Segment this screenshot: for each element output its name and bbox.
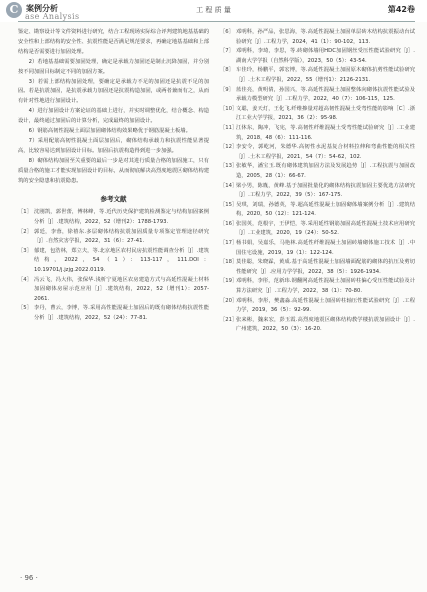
reference-text: 莫佳聪，朱晓霖，黄成.基于高延性混凝土加固墙面配筋的砌体的抗压及剪切性能研究［J］.应用力学学报，2022，38（5）：1926-1934.: [236, 259, 415, 275]
reference-text: 沈刚凯，郭世蕾，傅林峰，等.近代历史保护建筑检测鉴定与结构加固案例分析［J］.建筑结构，2022，52（增刊2）：1788-1793.: [34, 209, 209, 225]
reference-number: ［4］: [18, 276, 32, 283]
reference-text: 吴琪，刘瑞，孙德英，等.超高延性混凝土加固砌体墙案例分析［J］.建筑结构，2020，50（12）：121-124.: [236, 201, 415, 218]
body-paragraph: 2）若地基基础需要加固处理，确定是承载力加固还是制止沉降加固，并分别按不同加固目标制定不同的加固方案。: [18, 58, 209, 75]
reference-number: ［15］: [220, 201, 238, 208]
reference-item: [220, 258, 415, 277]
reference-number: ［10］: [220, 105, 238, 112]
reference-text: 李丹，曹云，李博，等.采用高性能混凝土加固后的既有砌体结构抗震性能分析［J］.建筑结构，2022，52（24）：77-81.: [34, 305, 209, 321]
reference-item: [220, 220, 415, 239]
body-paragraph: 3）若需上部结构加固处理，要确定是承载力不足的加固还是抗震不足的加固。若是抗震加固，是抗震承载力加固还是抗震构造加固，或两者兼而有之，从而有针对性地进行加固设计。: [18, 78, 209, 105]
reference-number: ［5］: [18, 305, 32, 312]
reference-text: 郁建，包浩林，郑立夫，等.北京地区农村民房抗震性能调查分析［J］.建筑结构，2022，54（1）：113-117，111.DOI：10.19701/j.jzjg.2022.0119.: [34, 247, 209, 273]
reference-item: [18, 208, 209, 227]
reference-text: 梁小男，陈胤，黄峰.基于加固批量化的砌体结构抗震加固主要优选方法研究［J］.工程力学，2022，39（5）：167-175.: [236, 182, 415, 199]
volume-label: 第42卷: [387, 5, 415, 14]
section-title-en: ase Analysis: [25, 12, 80, 21]
reference-item: [220, 105, 415, 124]
body-paragraph: 鉴定、勘察设计等文件资料进行研究，结合工程现场实际综合评判建筑地基基础的安全性和上部结构的安全性、抗震性能是否满足规范要求，再确定地基基础和上部结构是否需要进行加固处理。: [18, 29, 209, 55]
reference-text: 郭廷，李蓉，徐禧东.多层砌体结构抗震加固质量专项鉴定管理途径研究［J］.自然灾害学报，2022，31（6）：27-41.: [34, 228, 209, 245]
references-heading: 参考文献: [100, 194, 127, 203]
reference-text: 文聪，姜天灯，王化飞.纤维掺量对超高韧性混凝土受弯性能的影响［C］.浙江工业大学学报，2021，36（2）：95-98.: [236, 105, 415, 122]
reference-item: [18, 228, 209, 247]
reference-number: ［7］: [220, 48, 234, 55]
reference-number: ［12］: [220, 144, 238, 151]
reference-item: [18, 276, 209, 305]
reference-item: [220, 201, 415, 220]
reference-number: ［3］: [18, 247, 32, 254]
reference-number: ［13］: [220, 163, 238, 170]
section-title: 案例分析: [26, 4, 58, 13]
reference-item: [220, 47, 415, 66]
reference-number: ［20］: [220, 297, 238, 304]
reference-item: [220, 297, 415, 316]
section-logo-icon: C: [6, 2, 22, 18]
body-paragraph: 6）钢筋高韧性混凝土面层加固砌体结构效果略优于钢筋混凝土板墙。: [28, 128, 191, 135]
reference-number: ［2］: [18, 228, 32, 235]
reference-number: ［11］: [220, 124, 238, 131]
header-divider: [18, 21, 415, 22]
reference-item: [220, 143, 415, 162]
reference-number: ［14］: [220, 182, 238, 189]
reference-text: 江休东，陶冲，飞宪，等.高韧性纤维混凝土受弯性能试验研究［J］.工业建筑，2018，48（6）：111-116.: [236, 124, 415, 141]
reference-item: [220, 182, 415, 201]
reference-number: ［19］: [220, 278, 238, 285]
reference-text: 张敏华，潘宝玉.既有砌体建筑加固方法及发展趋势［J］.工程抗震与加固改造，2005，28（1）：66-67.: [236, 163, 415, 179]
reference-text: 邓明科，李彤，樊鑫淼.高延性混凝土加固砖柱轴压性能试验研究［J］.工程力学，2019，36（5）：92-99.: [236, 297, 415, 314]
body-paragraph: 8）砌体结构加固至关重要的最后一步是对其进行质量合格的加固施工，只有质量合格的施工才能实现加固设计的目标，从而彻底解决高烈度地震区砌体结构建筑的安全隐患和抗震隐患。: [18, 157, 209, 184]
reference-text: 张来彬，魏来宏，彭玉霞.高烈度地震区砌体结构教学楼抗震加固设计［J］.广州建筑，2022，50（3）：16-20.: [236, 316, 415, 333]
reference-text: 冯云飞，冯大伟，张保华.浅析宁夏地区农房建造方式与高延性混凝土材料加固砌体房屋示范应用［J］.建筑结构，2022，52（增刊1）：2057-2061.: [34, 276, 209, 302]
reference-item: [18, 304, 209, 323]
page-number: · 96 ·: [20, 574, 38, 582]
reference-text: 蓝佳亮，黄明倩，孙国兴，等.高延性混凝土加固整体向砌体抗震性能试验及承载力模型研究［J］.工程力学，2022，40（7）：106-115，125.: [236, 86, 415, 103]
reference-item: [220, 277, 415, 296]
right-column: [220, 28, 415, 335]
body-paragraph: 4）进行加固设计方案论证的基础上进行，并实时调整优化，结合概念、构造设计，最终通过加固后的计算分析，完成最终的加固设计。: [18, 108, 209, 125]
reference-item: [220, 66, 415, 85]
left-column: [18, 28, 209, 324]
body-paragraph: 7）采用配筋高韧性混凝土面层加固后，砌体结构承载力和抗震性能显著提高，比较容易达到加固设计目标。加固后抗震构造得到进一步加强。: [18, 137, 209, 154]
reference-text: 邓明科，李彤，范新玮.钢翻网高延性混凝土加固砖柱偏心受压性能试验及计算方法研究［J］.工程力学，2022，38（1）：70-80.: [236, 278, 415, 295]
reference-item: [18, 247, 209, 276]
reference-item: [220, 162, 415, 181]
reference-text: 李安令，郭屹河，朱德华.高韧性水泥基复合材料拉伸和弯曲性能的相关性［J］.土木工程学报，2021，54（7）：54-62，102.: [236, 144, 415, 160]
reference-number: ［6］: [220, 29, 234, 35]
reference-number: ［9］: [220, 86, 234, 93]
reference-item: [220, 239, 415, 258]
reference-number: ［16］: [220, 220, 238, 227]
reference-item: [220, 86, 415, 105]
reference-text: 邓明科，李琦，李思，等.砖砌体墙用HDC加固钢丝受压性能试验研究［J］.湖南大学学报（自然科学版），2023，50（5）：43-54.: [236, 48, 415, 64]
reference-number: ［1］: [18, 209, 32, 216]
reference-number: ［18］: [220, 259, 238, 266]
reference-text: 车佳玲，杨鹏平，郭宏博，等.高延性混凝土加固原木砌体抗剪性能试验研究［J］.土木工程学报，2022，55（增刊1）：2126-2131.: [236, 67, 415, 83]
reference-number: ［8］: [220, 67, 234, 74]
reference-text: 邓明科，孙严品，张思海，等.高延性混凝土加固单层砖木结构抗震振动台试验研究［J］.工程力学，2024，41（1）：90-102，113.: [236, 29, 415, 45]
reference-item: [220, 124, 415, 143]
reference-item: [220, 28, 415, 47]
reference-text: 张国英，范根宇，王伊恺，等.采用延性钢筋加固高延性混凝土技术应用研究［J］.工业建筑，2020，19（24）：50-52.: [236, 220, 415, 237]
reference-item: [220, 316, 415, 335]
journal-title: 工 程 质 量: [196, 6, 231, 14]
reference-number: ［21］: [220, 316, 238, 323]
reference-text: 杨书娟，吴嘉乐，马艳林.高延性纤维混凝土加固砖墙砌体施工技术［J］.中国住宅设施，2019，19（1）：122-124.: [236, 240, 415, 256]
reference-number: ［17］: [220, 240, 238, 247]
